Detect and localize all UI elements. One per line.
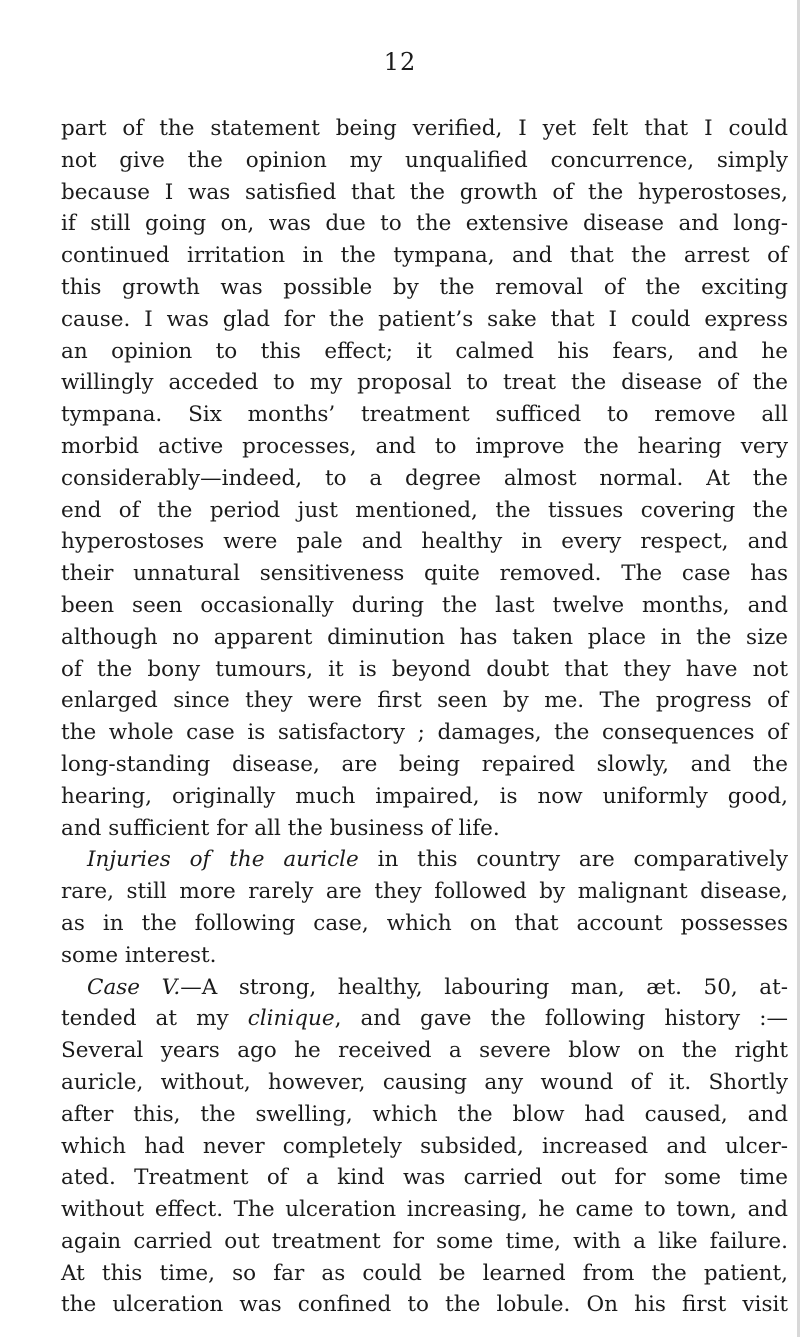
text-line: the ulceration was confined to the lobule. On his first visit — [61, 1292, 788, 1318]
case-heading: Case V. — [87, 974, 181, 1000]
text-line: rare, still more rarely are they followed by malignant disease, — [61, 879, 788, 905]
text-line: willingly acceded to my proposal to treat the disease of the — [61, 370, 788, 396]
text-line: Several years ago he received a severe blow on the right — [61, 1038, 788, 1064]
text-line: the whole case is satisfactory ; damages, the consequences of — [61, 720, 788, 746]
italic-term: clinique — [247, 1006, 335, 1032]
text-line: although no apparent diminution has taken place in the size — [61, 624, 788, 650]
text-line: tended at my clinique, and gave the following history :— — [61, 1006, 788, 1032]
text-line: after this, the swelling, which the blow had caused, and — [61, 1101, 788, 1127]
text-line: considerably—indeed, to a degree almost normal. At the — [61, 465, 788, 491]
text-line: because I was satisfied that the growth of the hyperostoses, — [61, 179, 788, 205]
text-line: At this time, so far as could be learned from the patient, — [61, 1260, 788, 1286]
text-line: this growth was possible by the removal of the exciting — [61, 274, 788, 300]
text-line: without effect. The ulceration increasing, he came to town, and — [61, 1197, 788, 1223]
page-number: 12 — [383, 48, 417, 76]
text-line: part of the statement being verified, I yet felt that I could — [61, 116, 788, 141]
text-line: long-standing disease, are being repaired slowly, and the — [61, 751, 788, 777]
text-line: not give the opinion my unqualified concurrence, simply — [61, 147, 788, 173]
paragraph-start-line: Case V.—A strong, healthy, labouring man, æt. 50, at- — [87, 974, 789, 1000]
text-line: which had never completely subsided, increased and ulcer- — [61, 1133, 788, 1159]
body-text — [61, 113, 788, 1321]
text-line: if still going on, was due to the extensive disease and long- — [61, 211, 788, 237]
text-line: hyperostoses were pale and healthy in every respect, and — [61, 529, 788, 555]
text-line: some interest. — [61, 942, 217, 968]
text-line: as in the following case, which on that account possesses — [61, 910, 788, 936]
text-line: of the bony tumours, it is beyond doubt that they have not — [61, 656, 788, 682]
text-line: morbid active processes, and to improve the hearing very — [61, 433, 788, 459]
paragraph-start-line: Injuries of the auricle in this country are comparatively — [87, 847, 788, 873]
text-line: and sufficient for all the business of life. — [61, 815, 500, 841]
italic-heading: Injuries of the auricle — [87, 847, 359, 873]
text-line: end of the period just mentioned, the tissues covering the — [61, 497, 788, 523]
text-line: their unnatural sensitiveness quite removed. The case has — [61, 561, 788, 587]
text-line: an opinion to this effect; it calmed his fears, and he — [61, 338, 788, 364]
text-line: cause. I was glad for the patient’s sake that I could express — [61, 306, 788, 332]
text-line: enlarged since they were first seen by me. The progress of — [61, 688, 788, 714]
text-line: again carried out treatment for some time, with a like failure. — [61, 1228, 788, 1254]
text-line: tympana. Six months’ treatment sufficed to remove all — [61, 402, 788, 428]
text-line: hearing, originally much impaired, is now uniformly good, — [61, 783, 788, 809]
text-line: ated. Treatment of a kind was carried out for some time — [61, 1165, 788, 1191]
text-line: continued irritation in the tympana, and that the arrest of — [61, 243, 788, 269]
text-line: auricle, without, however, causing any wound of it. Shortly — [61, 1069, 788, 1095]
text-line: been seen occasionally during the last twelve months, and — [61, 592, 788, 618]
